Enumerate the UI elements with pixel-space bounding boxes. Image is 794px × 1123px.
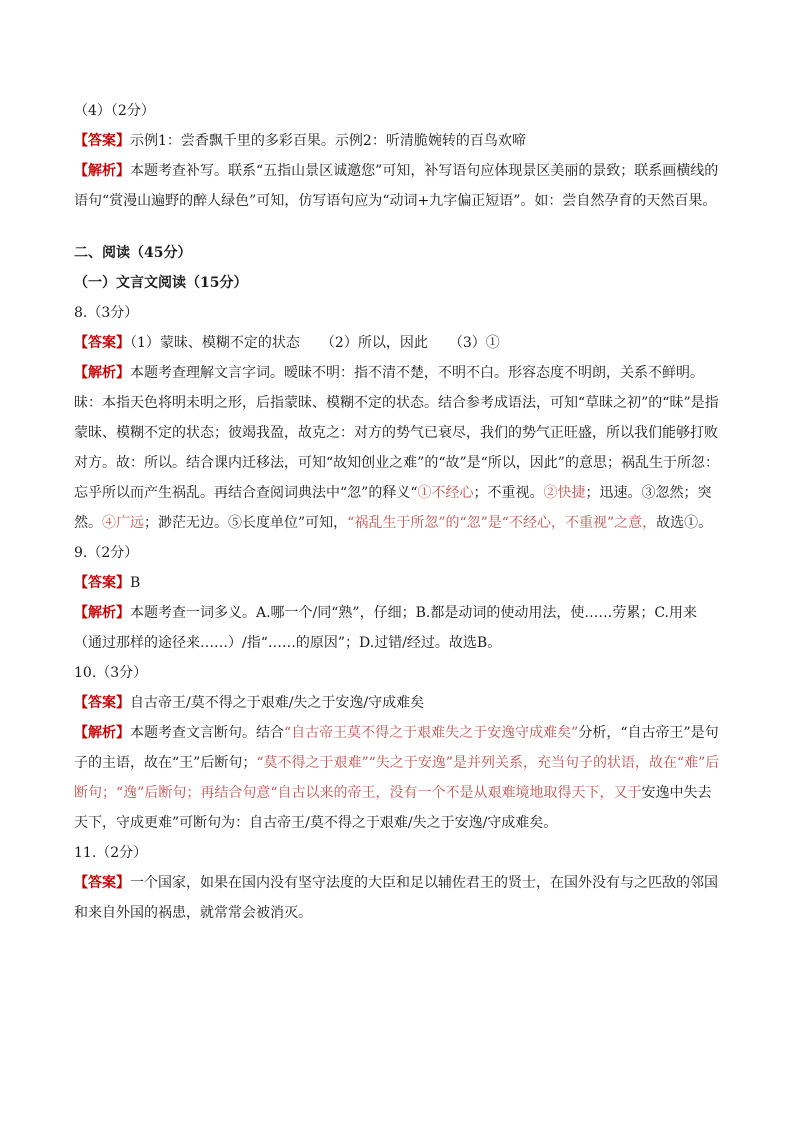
q10-analysis-text: 本题考查文言断句。结合 [130, 725, 284, 741]
q8-analysis-text: 故选①。 [656, 515, 713, 531]
q8-highlight: ④广远 [102, 515, 144, 531]
q8-highlight: “祸乱生于所忽”的“忽”是“不经心，不重视”之意， [347, 515, 657, 531]
section-title: 二、阅读（45分） [74, 245, 192, 261]
q4-answer-text: 示例1：尝香飘千里的多彩百果。示例2：听清脆婉转的百鸟欢啼 [130, 133, 526, 149]
answer-tag: 【答案】 [74, 133, 130, 149]
section-subtitle: （一）文言文阅读（15分） [74, 275, 248, 291]
q8-analysis [74, 358, 724, 538]
analysis-tag: 【解析】 [74, 163, 130, 179]
q9-analysis-text: 本题考查一词多义。A.哪一个/同“熟”，仔细；B.都是动词的使动用法，使……劳累；C.用来（通过那样的途径来……）/指“……的原因”；D.过错/经过。故选B。 [74, 605, 697, 651]
q8-analysis-text: 本题考查理解文言字词。暧昧不明：指不清不楚，不明不白。形容态度不明朗，关系不鲜明。昧：本指天色将明未明之形，后指蒙昧、模糊不定的状态。结合参考成语法，可知“草昧之初”的“昧”是指蒙昧、模糊不定的状态；彼竭我盈，故克之：对方的势气已衰尽，我们的势气正旺盛，所以我们能够打败对方。故：所以。结合课内迁移法，可知“故知创业之难”的“故”是“所以，因此”的意思；祸乱生于所忽：忘乎所以而产生祸乱。再结合查阅词典法中“忽”的释义“ [74, 365, 719, 501]
q9-header: 9.（2分） [74, 545, 139, 561]
analysis-tag: 【解析】 [74, 365, 130, 381]
answer-tag: 【答案】 [74, 575, 130, 591]
answer-tag: 【答案】 [74, 875, 130, 891]
q10-highlight: “莫不得之于艰难”“失之于安逸”是并列关系，充当句子的状语，故在“难”后断句；“逸”后断句；再结合句意“自古以来的帝王，没有一个不是从艰难境地取得天下，又于 [74, 755, 720, 801]
q9-analysis [74, 598, 724, 658]
q8-highlight: ②快捷 [543, 485, 586, 501]
q4-analysis-text: 本题考查补写。联系“五指山景区诚邀您”可知，补写语句应体现景区美丽的景致；联系画横线的语句“赏漫山遍野的醉人绿色”可知，仿写语句应为“动词+九字偏正短语”。如：尝自然孕育的天然百果。 [74, 163, 719, 209]
q10-header: 10.（3分） [74, 665, 148, 681]
q10-analysis-text: 安逸中失去天下，守成更难”可断句为：自古帝王/莫不得之于艰难/失之于安逸/守成难矣。 [74, 785, 712, 831]
q10-analysis-text: 分析，“自古帝王”是句子的主语，故在“王”后断句； [74, 725, 719, 771]
q10-answer [74, 688, 724, 718]
q8-analysis-text: ；渺茫无边。⑤长度单位”可知， [144, 515, 348, 531]
q10-highlight: “自古帝王莫不得之于艰难失之于安逸守成难矣” [284, 725, 579, 741]
q11-answer-text: 一个国家，如果在国内没有坚守法度的大臣和足以辅佐君王的贤士，在国外没有与之匹敌的邻国和来自外国的祸患，就常常会被消灭。 [74, 875, 718, 921]
q4-analysis [74, 156, 724, 216]
q10-answer-text: 自古帝王/莫不得之于艰难/失之于安逸/守成难矣 [130, 695, 425, 711]
q8-analysis-text: ；不重视。 [473, 485, 544, 501]
q10-analysis [74, 718, 724, 838]
q11-answer [74, 868, 724, 928]
analysis-tag: 【解析】 [74, 725, 130, 741]
q11-header: 11.（2分） [74, 845, 148, 861]
q4-answer [74, 126, 724, 156]
analysis-tag: 【解析】 [74, 605, 130, 621]
q8-analysis-text: ；迅速。③忽然；突然。 [74, 485, 712, 531]
q8-answer-text: （1）蒙昧、模糊不定的状态 （2）所以，因此 （3）① [130, 335, 500, 351]
answer-tag: 【答案】 [74, 695, 130, 711]
q8-highlight: ①不经心 [417, 485, 474, 501]
q8-header: 8.（3分） [74, 305, 139, 321]
q8-answer [74, 328, 724, 358]
q4-header: （4）（2分） [74, 103, 155, 119]
q9-answer [74, 568, 724, 598]
answer-tag: 【答案】 [74, 335, 130, 351]
q9-answer-text: B [130, 575, 141, 591]
document-page [74, 96, 724, 928]
